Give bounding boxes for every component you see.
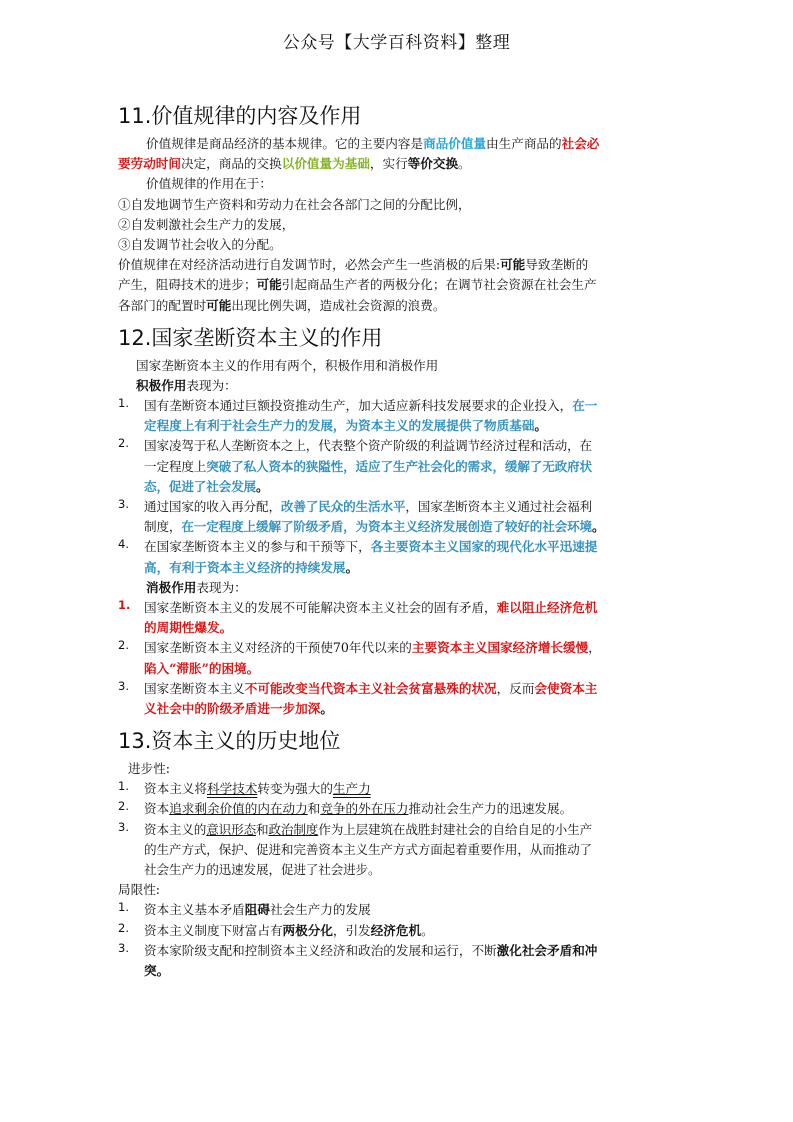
law-role-item: ②自发刺激社会生产力的发展， bbox=[118, 216, 295, 232]
text-run: ，国家垄断资本主义通过社会福利 bbox=[405, 499, 593, 514]
text-run bbox=[144, 659, 678, 679]
text-run: 生产力 bbox=[332, 781, 371, 797]
list-number: 1. bbox=[118, 396, 129, 411]
text-run: 资本主义将 bbox=[144, 781, 207, 797]
law-role-item: ①自发地调节生产资料和劳动力在社会各部门之间的分配比例， bbox=[118, 196, 471, 212]
text-run bbox=[144, 497, 678, 517]
text-run bbox=[118, 275, 678, 295]
list-item bbox=[118, 941, 678, 981]
text-run: 社会必 bbox=[561, 136, 600, 151]
list-item bbox=[118, 820, 678, 881]
text-run bbox=[144, 941, 678, 961]
section-13-title: 13.资本主义的历史地位 bbox=[118, 729, 341, 754]
list-number: 4. bbox=[118, 537, 129, 552]
text-run: 国有垄断资本通过巨额投资推动生产，加大适应新科技发展要求的企业投入， bbox=[144, 398, 573, 414]
text-run: 在国家垄断资本主义的参与和干预等下， bbox=[144, 539, 371, 555]
list-number: 2. bbox=[118, 436, 129, 451]
text-run: 资本 bbox=[144, 801, 170, 817]
text-run: 难以阻止经济危机 bbox=[496, 599, 598, 615]
list-number: 1. bbox=[118, 779, 129, 794]
text-run: 阻碍 bbox=[244, 902, 270, 918]
text-run: 表现为： bbox=[196, 579, 247, 595]
text-run: 表现为： bbox=[186, 377, 237, 393]
text-run: 价值规律在对经济活动进行自发调节时，必然会产生一些消极的后果: bbox=[118, 257, 501, 273]
text-run: 和 bbox=[307, 801, 321, 817]
text-run bbox=[144, 860, 678, 880]
text-run bbox=[144, 477, 678, 497]
text-run: 的周期性爆发。 bbox=[144, 620, 233, 636]
list-number: 3. bbox=[118, 497, 129, 511]
text-run bbox=[144, 900, 678, 920]
text-run: 由生产商品的 bbox=[486, 136, 562, 151]
list-number: 3. bbox=[118, 678, 129, 693]
text-run: 可能 bbox=[500, 257, 526, 273]
text-run: 。 bbox=[534, 418, 547, 434]
text-run: 。 bbox=[592, 519, 605, 535]
text-run: 积极作用 bbox=[136, 377, 187, 393]
section-12-title: 12.国家垄断资本主义的作用 bbox=[118, 325, 383, 350]
list-item bbox=[118, 679, 678, 719]
list-item bbox=[118, 638, 678, 678]
text-run bbox=[144, 558, 678, 578]
law-consequence-paragraph bbox=[118, 255, 678, 275]
text-run: 态，促进了社会发展 bbox=[144, 478, 256, 494]
text-run: 。 bbox=[256, 478, 269, 494]
text-run: 和 bbox=[256, 821, 269, 837]
text-run bbox=[144, 598, 678, 618]
progressiveness-heading: 进步性: bbox=[128, 761, 171, 777]
text-run: 导致垄断的 bbox=[525, 257, 589, 273]
text-run: 要劳动时间 bbox=[118, 156, 181, 172]
negative-effects-heading bbox=[118, 578, 678, 598]
text-run: 突破了私人资本的狭隘性，适应了生产社会化的需求，缓解了无政府状 bbox=[206, 458, 592, 474]
text-run bbox=[118, 296, 678, 316]
list-number: 3. bbox=[118, 940, 129, 955]
text-run: 主要资本主义国家经济增长缓慢 bbox=[411, 640, 589, 656]
text-run bbox=[144, 799, 678, 819]
text-run: 科学技术 bbox=[206, 781, 258, 797]
text-run bbox=[144, 921, 678, 941]
text-run bbox=[144, 537, 678, 557]
law-content-paragraph bbox=[118, 134, 678, 154]
text-run bbox=[144, 396, 678, 416]
text-run: 。 bbox=[421, 922, 434, 938]
text-run: 价值规律是商品经济的基本规律。它的主要内容是 bbox=[146, 136, 424, 151]
text-run: 突。 bbox=[144, 962, 170, 978]
text-run: 出现比例失调，造成社会资源的浪费。 bbox=[231, 297, 446, 313]
text-run: 商品价值量 bbox=[423, 136, 487, 151]
text-run: 意识形态 bbox=[206, 821, 257, 837]
text-run bbox=[144, 779, 678, 799]
text-run: 作为上层建筑在战胜封建社会的自给自足的小生产 bbox=[318, 821, 593, 837]
text-run: 的生产方式，保护、促进和完善资本主义生产方式方面起着重要作用，从而推动了 bbox=[144, 841, 592, 857]
section-11-title: 11.价值规律的内容及作用 bbox=[118, 104, 362, 128]
list-number: 2. bbox=[118, 638, 129, 653]
text-run: 消极作用 bbox=[146, 579, 197, 595]
text-run bbox=[118, 154, 678, 174]
text-run: 各部门的配置时 bbox=[118, 297, 207, 313]
text-run: 在一 bbox=[572, 398, 598, 414]
text-run: 竞争的外在压力 bbox=[320, 801, 409, 817]
text-run bbox=[144, 699, 678, 719]
text-run: ，引发 bbox=[332, 922, 371, 938]
text-run: 国家垄断资本主义 bbox=[144, 680, 245, 696]
list-number: 2. bbox=[118, 799, 129, 814]
text-run: 资本主义基本矛盾 bbox=[144, 902, 245, 918]
text-run: 社会生产力的迅速发展，促进了社会进步。 bbox=[144, 862, 381, 877]
text-run: 资本家阶级支配和控制资本主义经济和政治的发展和运行，不断 bbox=[144, 942, 497, 958]
text-run: 转变为强大的 bbox=[257, 781, 333, 797]
text-run: 可能 bbox=[256, 277, 282, 293]
text-run: 义社会中的阶级矛盾进一步加深 bbox=[144, 700, 321, 716]
text-run: 不可能改变当代资本主义社会贫富悬殊的状况 bbox=[244, 680, 497, 696]
text-run: 可能 bbox=[206, 297, 232, 313]
text-run bbox=[144, 961, 678, 981]
text-run: 定程度上有利于社会生产力的发展，为资本主义的发展提供了物质基础 bbox=[144, 418, 535, 434]
text-run bbox=[144, 679, 678, 699]
monopoly-intro: 国家垄断资本主义的作用有两个，积极作用和消极作用 bbox=[136, 357, 439, 373]
document-header: 公众号【大学百科资料】整理 bbox=[282, 33, 511, 53]
text-run: 一定程度上 bbox=[144, 458, 207, 474]
text-run: 资本主义制度下财富占有 bbox=[144, 922, 283, 938]
text-run: 激化社会矛盾和冲 bbox=[496, 942, 598, 958]
list-item bbox=[118, 799, 678, 819]
list-item bbox=[118, 779, 678, 799]
law-role-intro: 价值规律的作用在于： bbox=[146, 176, 272, 192]
text-run bbox=[144, 436, 678, 456]
text-run: 。 bbox=[320, 700, 333, 716]
text-run: 决定，商品的交换 bbox=[180, 156, 282, 172]
text-run: 高，有利于资本主义经济的持续发展 bbox=[144, 559, 346, 575]
text-run: ，实行 bbox=[369, 156, 408, 172]
text-run: 以价值量为基础 bbox=[281, 156, 370, 172]
text-run bbox=[144, 416, 678, 436]
text-run: 各主要资本主义国家的现代化水平迅速提 bbox=[370, 539, 598, 555]
text-run: 。 bbox=[458, 156, 471, 172]
list-item bbox=[118, 921, 678, 941]
list-number: 2. bbox=[118, 920, 129, 935]
list-number: 3. bbox=[118, 819, 129, 834]
text-run bbox=[144, 820, 678, 840]
text-run: 国家凌驾于私人垄断资本之上，代表整个资产阶级的利益调节经济过程和活动，在 bbox=[144, 438, 592, 454]
text-run bbox=[144, 457, 678, 477]
text-run: 引起商品生产者的两极分化；在调节社会资源在社会生产 bbox=[281, 277, 597, 293]
text-run bbox=[144, 840, 678, 860]
text-run: 。 bbox=[345, 559, 359, 575]
text-run bbox=[144, 618, 678, 638]
text-run: 经济危机 bbox=[370, 922, 422, 938]
text-run: 制度， bbox=[144, 519, 182, 535]
list-number: 1. bbox=[118, 597, 131, 612]
text-run: 在一定程度上缓解了阶级矛盾，为资本主义经济发展创造了较好的社会环境 bbox=[181, 519, 592, 535]
text-run: 追求剩余价值的内在动力 bbox=[169, 801, 308, 817]
text-run: 国家垄断资本主义的发展不可能解决资本主义社会的固有矛盾， bbox=[144, 599, 497, 615]
text-run: 推动社会生产力的迅速发展。 bbox=[408, 801, 573, 817]
limitations-heading: 局限性: bbox=[118, 882, 161, 898]
document-body bbox=[118, 98, 678, 981]
text-run: 社会生产力的发展 bbox=[269, 902, 371, 918]
text-run: 等价交换 bbox=[407, 156, 459, 172]
text-run: 陷入“滞胀”的困境。 bbox=[144, 660, 260, 676]
text-run: 产生，阻碍技术的进步； bbox=[118, 277, 257, 293]
text-run: 政治制度 bbox=[268, 821, 319, 837]
text-run: 两极分化 bbox=[282, 922, 333, 938]
list-item bbox=[118, 396, 678, 436]
text-run: ， bbox=[588, 640, 601, 656]
law-role-item: ③自发调节社会收入的分配。 bbox=[118, 236, 282, 252]
list-number: 1. bbox=[118, 900, 129, 915]
list-item bbox=[118, 598, 678, 638]
text-run: 改善了民众的生活水平 bbox=[280, 499, 406, 514]
text-run bbox=[144, 638, 678, 658]
positive-effects-heading bbox=[118, 376, 678, 396]
text-run bbox=[144, 517, 678, 537]
text-run: 通过国家的收入再分配， bbox=[144, 499, 281, 514]
list-item bbox=[118, 497, 678, 537]
list-item bbox=[118, 537, 678, 577]
text-run: 国家垄断资本主义对经济的干预使70年代以来的 bbox=[144, 640, 412, 656]
list-item bbox=[118, 436, 678, 497]
text-run: 资本主义的 bbox=[144, 821, 207, 837]
text-run: ，反而 bbox=[496, 680, 535, 696]
text-run: 会使资本主 bbox=[534, 680, 598, 696]
list-item bbox=[118, 900, 678, 920]
